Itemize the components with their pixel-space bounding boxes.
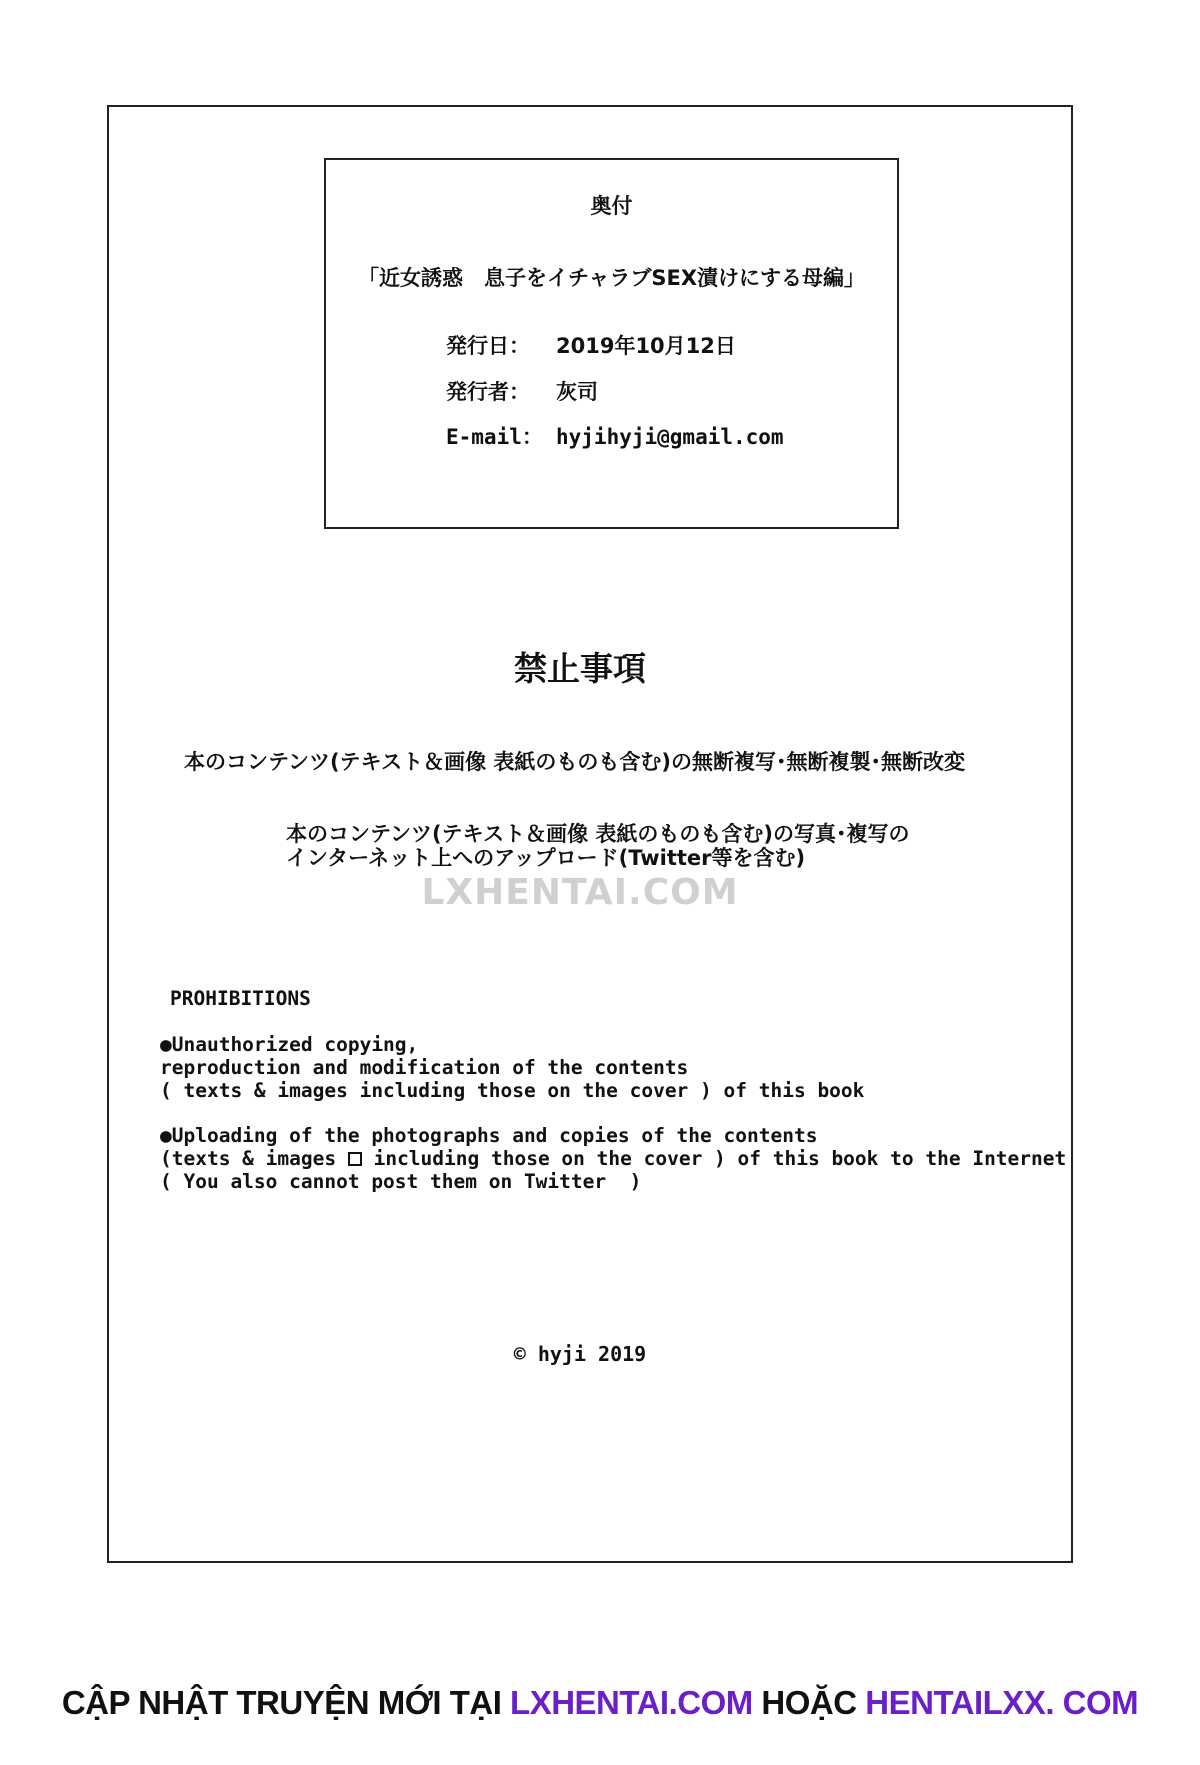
- email-value: hyjihyji@gmail.com: [556, 425, 784, 449]
- copyright: © hyji 2019: [513, 1342, 647, 1366]
- publisher-row: [446, 376, 598, 406]
- empty-box-icon: [348, 1152, 362, 1166]
- footer-banner: [0, 1684, 1200, 1722]
- prohibitions-en-title: PROHIBITIONS: [170, 987, 311, 1010]
- prohibition-en-2-line1: ●Uploading of the photographs and copies of the contents: [160, 1124, 818, 1147]
- prohibition-en-2-line3: ( You also cannot post them on Twitter ): [160, 1170, 642, 1193]
- watermark: LXHENTAI.COM: [421, 872, 739, 913]
- book-title: 「近女誘惑 息子をイチャラブSEX漬けにする母編」: [357, 266, 866, 290]
- email-row: [446, 421, 784, 451]
- colophon-heading: 奥付: [590, 194, 633, 218]
- footer-text-1: CẬP NHẬT TRUYỆN MỚI TẠI: [61, 1684, 511, 1721]
- publisher-value: 灰司: [556, 380, 598, 404]
- publish-date-label: 発行日：: [446, 334, 530, 358]
- prohibition-en-2: [160, 1124, 1066, 1193]
- footer-text-2: HOẶC: [752, 1684, 866, 1721]
- prohibitions-jp-title: 禁止事項: [514, 649, 646, 688]
- publisher-label: 発行者：: [446, 380, 530, 404]
- prohibition-en-1-line1: ●Unauthorized copying,: [160, 1033, 419, 1056]
- colophon-box: [324, 158, 899, 529]
- footer-link-hentailxx[interactable]: HENTAILXX. COM: [865, 1684, 1139, 1721]
- prohibition-jp-1: 本のコンテンツ(テキスト＆画像 表紙のものも含む)の無断複写･無断複製･無断改変: [184, 750, 966, 774]
- prohibition-jp-2a: 本のコンテンツ(テキスト＆画像 表紙のものも含む)の写真･複写の: [286, 822, 910, 846]
- prohibition-en-1-line3: ( texts & images including those on the cover ) of this book: [160, 1079, 865, 1102]
- prohibition-jp-2b: インターネット上へのアップロード(Twitter等を含む): [286, 846, 806, 870]
- prohibition-en-2-line2-pre: (texts & images: [160, 1147, 348, 1170]
- publish-date-value: 2019年10月12日: [556, 334, 736, 358]
- prohibition-en-1-line2: reproduction and modification of the contents: [160, 1056, 689, 1079]
- email-label: E-mail：: [446, 425, 543, 449]
- footer-link-lxhentai[interactable]: LXHENTAI.COM: [510, 1684, 753, 1721]
- prohibition-en-1: [160, 1033, 864, 1102]
- publish-date-row: [446, 330, 736, 360]
- prohibition-en-2-line2-post: including those on the cover ) of this book to the Internet: [361, 1147, 1067, 1170]
